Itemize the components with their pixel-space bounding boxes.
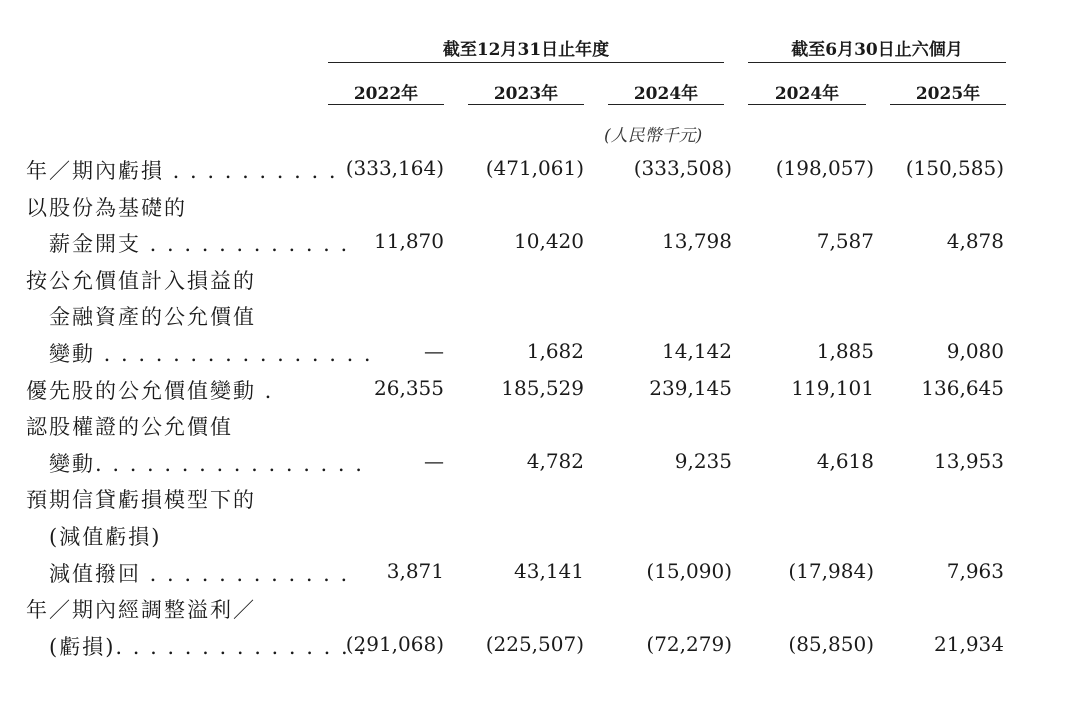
row-label: 以股份為基礎的 — [26, 195, 187, 220]
row-label: 薪金開支 . . . . . . . . . . . . — [26, 232, 350, 257]
row-label: 變動. . . . . . . . . . . . . . . . — [26, 451, 364, 476]
table-cell-value: 185,529 — [501, 375, 584, 400]
table-cell-value: (150,585) — [905, 156, 1004, 180]
table-cell-value: 21,934 — [934, 631, 1004, 656]
table-cell-value: 7,963 — [946, 558, 1004, 583]
table-cell-value: 7,587 — [816, 229, 874, 254]
table-cell-value: 1,885 — [816, 339, 874, 363]
group-rule-year — [328, 62, 724, 63]
row-label: (減值虧損) — [26, 525, 162, 549]
table-cell-value: 26,355 — [374, 375, 444, 400]
row-label: 認股權證的公允價值 — [26, 415, 233, 440]
table-cell-value: (198,057) — [775, 156, 874, 180]
column-header-2022: 2022年 — [353, 84, 419, 104]
table-cell-value: (333,508) — [633, 156, 732, 180]
table-cell-value: 1,682 — [526, 339, 584, 363]
row-label: 年／期內虧損 . . . . . . . . . . — [26, 159, 338, 183]
table-cell-value: — — [424, 339, 444, 363]
row-label: 金融資產的公允價值 — [26, 305, 256, 330]
row-label: (虧損). . . . . . . . . . . . . . . — [26, 634, 367, 659]
unit-label: (人民幣千元) — [604, 126, 703, 146]
table-cell-value: (333,164) — [345, 156, 444, 180]
table-cell-value: 9,235 — [674, 448, 732, 473]
table-cell-value: 10,420 — [514, 229, 584, 254]
column-header-2023: 2023年 — [493, 84, 559, 104]
column-header-2024-half: 2024年 — [774, 84, 840, 104]
table-cell-value: (17,984) — [788, 558, 874, 583]
row-label: 變動 . . . . . . . . . . . . . . . . — [26, 342, 373, 366]
table-cell-value: 11,870 — [374, 229, 444, 254]
table-cell-value: 3,871 — [386, 558, 444, 583]
group-header-half: 截至6月30日止六個月 — [791, 40, 963, 60]
table-cell-value: (72,279) — [646, 631, 732, 656]
column-rule-2022 — [328, 104, 444, 105]
table-cell-value: (225,507) — [485, 631, 584, 656]
table-cell-value: 13,953 — [934, 448, 1004, 473]
column-header-2024: 2024年 — [633, 84, 699, 104]
column-rule-2024-half — [748, 104, 866, 105]
table-cell-value: (291,068) — [345, 631, 444, 656]
table-cell-value: (85,850) — [788, 631, 874, 656]
row-label: 按公允價值計入損益的 — [26, 268, 256, 293]
table-cell-value: 239,145 — [649, 375, 732, 400]
column-rule-2023 — [468, 104, 584, 105]
table-cell-value: 136,645 — [921, 375, 1004, 400]
row-label: 優先股的公允價值變動 . — [26, 378, 274, 403]
table-cell-value: (15,090) — [646, 558, 732, 583]
row-label: 減值撥回 . . . . . . . . . . . . — [26, 561, 350, 586]
table-cell-value: 9,080 — [946, 339, 1004, 363]
column-header-2025-half: 2025年 — [915, 84, 981, 104]
table-cell-value: — — [424, 448, 444, 473]
group-header-year: 截至12月31日止年度 — [442, 40, 610, 60]
table-cell-value: 43,141 — [514, 558, 584, 583]
group-rule-half — [748, 62, 1006, 63]
table-cell-value: 4,878 — [946, 229, 1004, 254]
row-label: 年／期內經調整溢利／ — [26, 598, 256, 623]
row-label: 預期信貸虧損模型下的 — [26, 488, 256, 513]
table-cell-value: 4,782 — [526, 448, 584, 473]
column-rule-2025-half — [890, 104, 1006, 105]
table-cell-value: 4,618 — [816, 448, 874, 473]
table-cell-value: (471,061) — [485, 156, 584, 180]
table-cell-value: 13,798 — [662, 229, 732, 254]
column-rule-2024 — [608, 104, 724, 105]
table-cell-value: 119,101 — [791, 375, 874, 400]
table-cell-value: 14,142 — [662, 339, 732, 363]
